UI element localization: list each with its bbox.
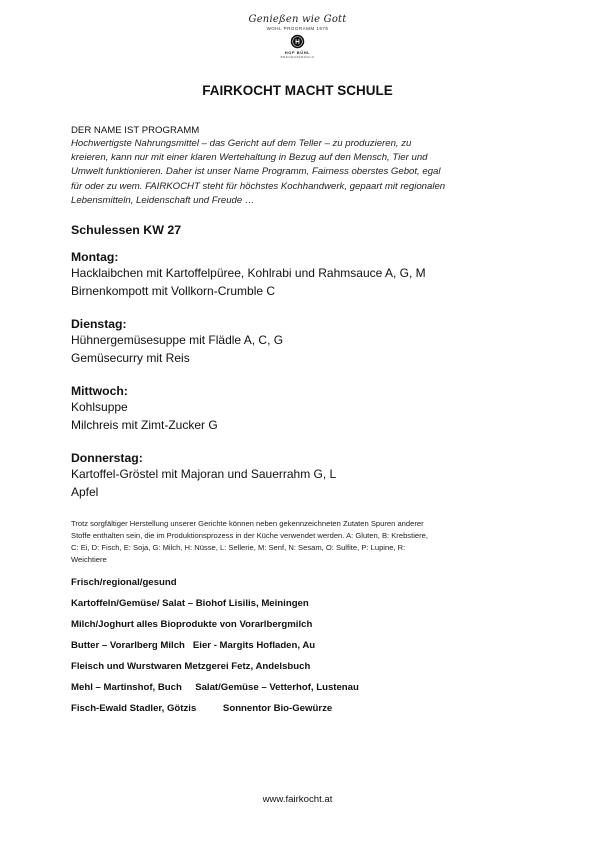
intro-text <box>71 137 535 208</box>
day-thursday <box>71 450 535 501</box>
intro-line: für oder zu wem. FAIRKOCHT steht für höchstes Kochhandwerk, gepaart mit regionalen <box>71 180 446 192</box>
suppliers-heading: Frisch/regional/gesund <box>71 576 177 588</box>
day-name: Mittwoch: <box>71 384 128 399</box>
day-wednesday <box>71 383 535 434</box>
day-tuesday <box>71 316 535 367</box>
meal: Milchreis mit Zimt-Zucker G <box>71 417 218 432</box>
logo-script: Genießen wie Gott <box>248 14 347 25</box>
intro-line: Lebensmitteln, Leidenschaft und Freude … <box>71 194 255 206</box>
supplier-line: Mehl – Martinshof, Buch Salat/Gemüse – Vetterhof, Lustenau <box>71 681 359 693</box>
logo-subline: WOHL PROGRAMM 1975 <box>266 26 329 31</box>
page-title: FAIRKOCHT MACHT SCHULE <box>202 83 393 98</box>
day-name: Montag: <box>71 250 119 265</box>
document-body <box>71 124 535 714</box>
intro-line: kreieren, kann nur mit einer klaren Wertehaltung in Bezug auf den Mensch, Tier und <box>71 152 428 164</box>
supplier-line: Fleisch und Wurstwaren Metzgerei Fetz, Andelsbuch <box>71 660 311 672</box>
logo-brand: HOF BÜHL <box>284 50 311 55</box>
day-name: Donnerstag: <box>71 451 143 466</box>
day-monday <box>71 249 535 300</box>
meal: Hacklaibchen mit Kartoffelpüree, Kohlrabi und Rahmsauce A, G, M <box>71 266 426 281</box>
allergen-line: C: Ei, D: Fisch, E: Soja, G: Milch, H: Nüsse, L: Sellerie, M: Senf, N: Sesam, O: Sulfite, P: Lupine, R: <box>71 542 406 552</box>
week-title: Schulessen KW 27 <box>71 223 182 238</box>
supplier-line: Fisch-Ewald Stadler, Götzis Sonnentor Bio-Gewürze <box>71 702 333 714</box>
allergen-line: Weichtiere <box>71 554 107 564</box>
intro-line: Hochwertigste Nahrungsmittel – das Gericht auf dem Teller – zu produzieren, zu <box>71 138 412 149</box>
meal: Hühnergemüsesuppe mit Flädle A, C, G <box>71 333 284 348</box>
allergen-line: Stoffe enthalten sein, die im Produktionsprozess in der Küche verwendet werden. A: Gluten, B: Krebstiere, <box>71 530 428 540</box>
allergen-notice <box>71 518 535 566</box>
footer-website: www.fairkocht.at <box>262 794 333 805</box>
meal: Gemüsecurry mit Reis <box>71 350 190 365</box>
meal: Kohlsuppe <box>71 400 128 415</box>
supplier-line: Butter – Vorarlberg Milch Eier - Margits Hofladen, Au <box>71 639 316 651</box>
intro-line: Umwelt funktionieren. Daher ist unser Name Programm, Fairness oberstes Gebot, egal <box>71 166 441 178</box>
intro-heading: DER NAME IST PROGRAMM <box>71 125 200 136</box>
logo <box>0 14 595 59</box>
meal: Apfel <box>71 484 99 499</box>
meal: Birnenkompott mit Vollkorn-Crumble C <box>71 283 276 298</box>
allergen-line: Trotz sorgfältiger Herstellung unserer Gerichte können neben gekennzeichneten Zutaten Spuren anderer <box>71 519 424 529</box>
supplier-line: Kartoffeln/Gemüse/ Salat – Biohof Lisilis, Meiningen <box>71 597 309 609</box>
seal-icon <box>290 34 305 49</box>
meal: Kartoffel-Gröstel mit Majoran und Sauerrahm G, L <box>71 467 337 482</box>
logo-brand-sub: BREGENZERWALD <box>280 55 315 59</box>
supplier-line: Milch/Joghurt alles Bioprodukte von Vorarlbergmilch <box>71 618 313 630</box>
day-name: Dienstag: <box>71 317 127 332</box>
